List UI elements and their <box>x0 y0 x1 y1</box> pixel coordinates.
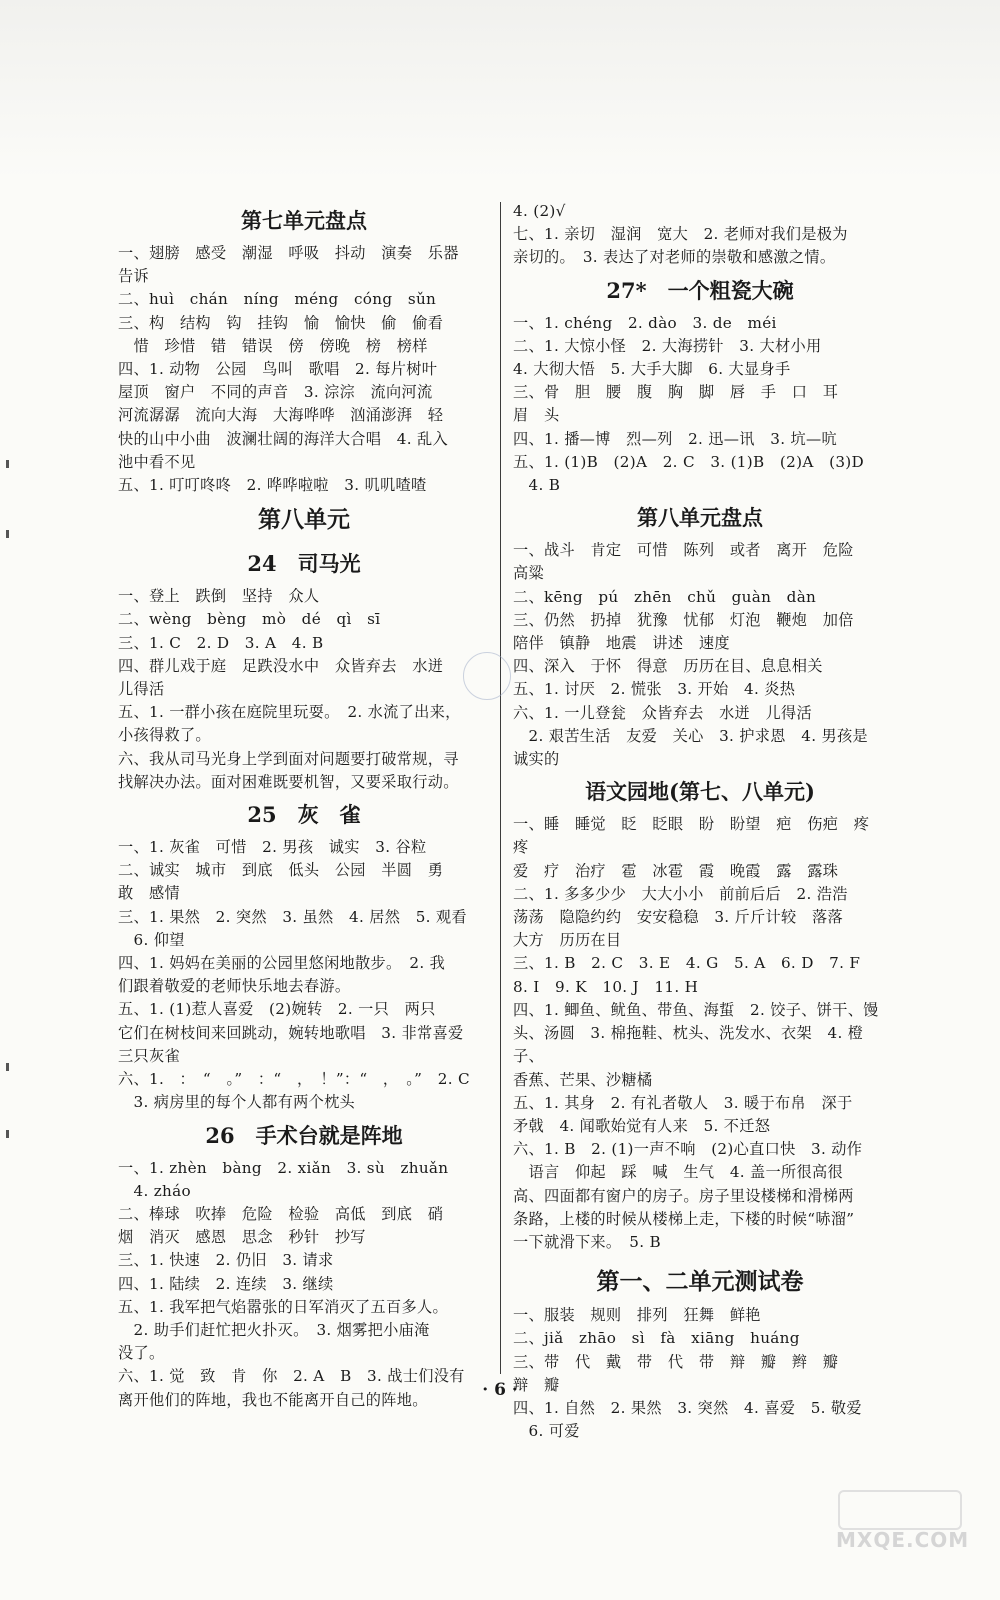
answer-line: 四、1. 播—博 烈—列 2. 迅—讯 3. 坑—吭 <box>513 429 837 448</box>
answer-line: 它们在树枝间来回跳动，婉转地歌唱 3. 非常喜爱 <box>118 1023 464 1042</box>
answer-line: 大方 历历在目 <box>513 931 622 950</box>
answer-line: 眉 头 <box>513 406 560 425</box>
answer-line: 三、1. 果然 2. 突然 3. 虽然 4. 居然 5. 观看 <box>118 907 467 926</box>
answer-line: 二、1. 大惊小怪 2. 大海捞针 3. 大材小用 <box>513 336 822 355</box>
answer-line: 四、群儿戏于庭 足跌没水中 众皆弃去 水迸 <box>118 656 444 675</box>
answer-line: 小孩得救了。 <box>118 726 211 745</box>
answer-line: 六、1. 一儿登瓮 众皆弃去 水迸 儿得活 <box>513 703 812 722</box>
section-heading: 语文园地(第七、八单元) <box>585 779 815 805</box>
answer-line: 香蕉、芒果、沙糖橘 <box>513 1070 653 1089</box>
answer-line: 惜 珍惜 错 错误 傍 傍晚 榜 榜样 <box>118 336 428 355</box>
answer-line: 一、服装 规则 排列 狂舞 鲜艳 <box>513 1306 761 1325</box>
answer-line: 一、登上 跌倒 坚持 众人 <box>118 587 320 606</box>
answer-line: 二、huì chán níng méng cóng sǔn <box>118 290 437 309</box>
answer-line: 高粱 <box>513 564 544 583</box>
answer-line: 陪伴 镇静 地震 讲述 速度 <box>513 634 730 653</box>
answer-line: 离开他们的阵地，我也不能离开自己的阵地。 <box>118 1390 428 1409</box>
answer-line: 4. 大彻大悟 5. 大手大脚 6. 大显身手 <box>513 360 791 379</box>
answer-line: 河流潺潺 流向大海 大海哗哗 汹涌澎湃 轻 <box>118 406 444 425</box>
answer-line: 三、构 结构 钩 挂钩 愉 愉快 偷 偷看 <box>118 313 444 332</box>
answer-line: 一、翅膀 感受 潮湿 呼吸 抖动 演奏 乐器 <box>118 244 459 262</box>
answer-line: 没了。 <box>118 1344 165 1363</box>
answer-line: 找解决办法。面对困难既要机智，又要采取行动。 <box>118 772 459 791</box>
answer-line: 一、1. chéng 2. dào 3. de méi <box>513 313 777 332</box>
answer-line: 4. B <box>513 476 561 495</box>
answer-line: 三、1. C 2. D 3. A 4. B <box>118 633 324 652</box>
page-number: · 6 · <box>482 1380 518 1400</box>
answer-column-right <box>513 200 887 1443</box>
answer-line: 告诉 <box>118 267 149 286</box>
answer-line: 三、1. B 2. C 3. E 4. G 5. A 6. D 7. F <box>513 954 861 973</box>
answer-line: 4. zháo <box>118 1181 191 1200</box>
scan-edge-mark <box>6 530 9 538</box>
answer-line: 2. 艰苦生活 友爱 关心 3. 护求恩 4. 男孩是 <box>513 726 868 745</box>
section-heading: 25 灰 雀 <box>247 802 361 828</box>
answer-line: 三、带 代 戴 带 代 带 辩 瓣 辫 瓣 <box>513 1352 839 1371</box>
answer-line: 五、1. 叮叮咚咚 2. 哗哗啦啦 3. 叽叽喳喳 <box>118 476 427 495</box>
answer-line: 三只灰雀 <box>118 1046 180 1065</box>
answer-line: 五、1. 我军把气焰嚣张的日军消灭了五百多人。 <box>118 1297 448 1316</box>
answer-line: 一下就滑下来。 5. B <box>513 1232 661 1251</box>
answer-line: 8. I 9. K 10. J 11. H <box>513 977 699 996</box>
answer-line: 四、1. 陆续 2. 连续 3. 继续 <box>118 1274 334 1293</box>
answer-line: 6. 可爱 <box>513 1422 580 1441</box>
answer-line: 七、1. 亲切 湿润 宽大 2. 老师对我们是极为 <box>513 225 848 244</box>
page-top-shade <box>0 0 1000 180</box>
answer-line: 一、睡 睡觉 眨 眨眼 盼 盼望 疤 伤疤 疼 疼 <box>513 815 885 857</box>
stamp-seal <box>463 652 511 700</box>
answer-line: 一、战斗 肯定 可惜 陈列 或者 离开 危险 <box>513 541 854 560</box>
answer-line: 高、四面都有窗户的房子。房子里设楼梯和滑梯两 <box>513 1186 854 1205</box>
watermark-text: MXQE.COM <box>836 1528 970 1552</box>
answer-line: 亲切的。 3. 表达了对老师的崇敬和感激之情。 <box>513 248 836 267</box>
answer-line: 快的山中小曲 波澜壮阔的海洋大合唱 4. 乱入 <box>118 429 448 448</box>
answer-line: 六、1. ： “ 。” ：“ ， ！”：“ ， 。” 2. C <box>118 1070 470 1089</box>
answer-line: 五、1. (1)惹人喜爱 (2)婉转 2. 一只 两只 <box>118 1000 436 1019</box>
scan-edge-mark <box>6 1063 9 1071</box>
scan-edge-mark <box>6 460 9 468</box>
answer-line: 辩 瓣 <box>513 1375 560 1394</box>
answer-line: 六、1. 觉 致 肯 你 2. A B 3. 战士们没有 <box>118 1367 465 1386</box>
section-heading: 26 手术台就是阵地 <box>205 1122 403 1148</box>
answer-line: 五、1. 其身 2. 有礼者敬人 3. 暖于布帛 深于 <box>513 1093 853 1112</box>
answer-line: 五、1. 一群小孩在庭院里玩耍。 2. 水流了出来， <box>118 703 461 722</box>
answer-line: 语言 仰起 踩 喊 生气 4. 盖一所很高很 <box>513 1163 843 1182</box>
answer-line: 四、深入 于怀 得意 历历在目、息息相关 <box>513 657 823 676</box>
answer-line: 二、jiǎ zhāo sì fà xiāng huáng <box>513 1329 800 1348</box>
answer-line: 荡荡 隐隐约约 安安稳稳 3. 斤斤计较 落落 <box>513 908 843 927</box>
watermark-logo <box>838 1490 962 1530</box>
answer-line: 敢 感情 <box>118 884 180 903</box>
answer-line: 五、1. 讨厌 2. 慌张 3. 开始 4. 炎热 <box>513 680 796 699</box>
answer-line: 一、1. zhèn bàng 2. xiǎn 3. sù zhuǎn <box>118 1158 449 1177</box>
section-heading: 第七单元盘点 <box>241 208 367 233</box>
answer-line: 三、仍然 扔掉 犹豫 忧郁 灯泡 鞭炮 加倍 <box>513 610 854 629</box>
section-heading: 第一、二单元测试卷 <box>596 1268 804 1296</box>
answer-line: 6. 仰望 <box>118 930 185 949</box>
answer-line: 诚实的 <box>513 750 560 769</box>
answer-line: 六、1. B 2. (1)一声不响 (2)心直口快 3. 动作 <box>513 1140 863 1159</box>
answer-line: 3. 病房里的每个人都有两个枕头 <box>118 1093 356 1112</box>
answer-line: 一、1. 灰雀 可惜 2. 男孩 诚实 3. 谷粒 <box>118 838 427 857</box>
answer-line: 条路，上楼的时候从楼梯上走，下楼的时候“哧溜” <box>513 1209 855 1228</box>
answer-line: 二、诚实 城市 到底 低头 公园 半圆 勇 <box>118 861 444 880</box>
section-heading: 27* 一个粗瓷大碗 <box>606 277 794 303</box>
answer-line: 烟 消灭 感恩 思念 秒针 抄写 <box>118 1228 366 1247</box>
answer-line: 四、1. 自然 2. 果然 3. 突然 4. 喜爱 5. 敬爱 <box>513 1398 862 1417</box>
section-heading: 第八单元 <box>258 506 350 534</box>
answer-line: 三、1. 快速 2. 仍旧 3. 请求 <box>118 1251 334 1270</box>
answer-line: 儿得活 <box>118 680 165 699</box>
answer-line: 四、1. 鲫鱼、鱿鱼、带鱼、海蜇 2. 饺子、饼干、馒 <box>513 1000 879 1019</box>
answer-line: 四、1. 动物 公园 鸟叫 歌唱 2. 每片树叶 <box>118 360 438 379</box>
section-heading: 24 司马光 <box>247 551 361 577</box>
scan-edge-mark <box>6 1130 9 1138</box>
answer-line: 二、棒球 吹捧 危险 检验 高低 到底 硝 <box>118 1204 444 1223</box>
answer-line: 六、我从司马光身上学到面对问题要打破常规，寻 <box>118 749 459 768</box>
column-divider <box>500 202 501 1374</box>
answer-line: 2. 助手们赶忙把火扑灭。 3. 烟雾把小庙淹 <box>118 1320 430 1339</box>
answer-line: 三、骨 胆 腰 腹 胸 脚 唇 手 口 耳 <box>513 383 839 402</box>
answer-line: 池中看不见 <box>118 452 196 471</box>
answer-line: 四、1. 妈妈在美丽的公园里悠闲地散步。 2. 我 <box>118 954 446 973</box>
answer-line: 们跟着敬爱的老师快乐地去春游。 <box>118 977 351 996</box>
answer-line: 二、1. 多多少少 大大小小 前前后后 2. 浩浩 <box>513 884 848 903</box>
section-heading: 第八单元盘点 <box>637 505 763 531</box>
answer-line: 二、kēng pú zhēn chǔ guàn dàn <box>513 587 817 606</box>
answer-line: 屋顶 窗户 不同的声音 3. 淙淙 流向河流 <box>118 383 433 402</box>
answer-line: 五、1. (1)B (2)A 2. C 3. (1)B (2)A (3)D <box>513 452 864 471</box>
answer-line: 头、汤圆 3. 棉拖鞋、枕头、洗发水、衣架 4. 橙子、 <box>513 1024 864 1066</box>
answer-line: 二、wèng bèng mò dé qì sī <box>118 610 381 629</box>
answer-line: 爱 疗 治疗 雹 冰雹 霞 晚霞 露 露珠 <box>513 861 839 880</box>
answer-column-left <box>118 200 490 1412</box>
answer-line: 4. (2)√ <box>513 202 566 220</box>
answer-line: 矛戟 4. 闻歌始觉有人来 5. 不迁怒 <box>513 1116 771 1135</box>
